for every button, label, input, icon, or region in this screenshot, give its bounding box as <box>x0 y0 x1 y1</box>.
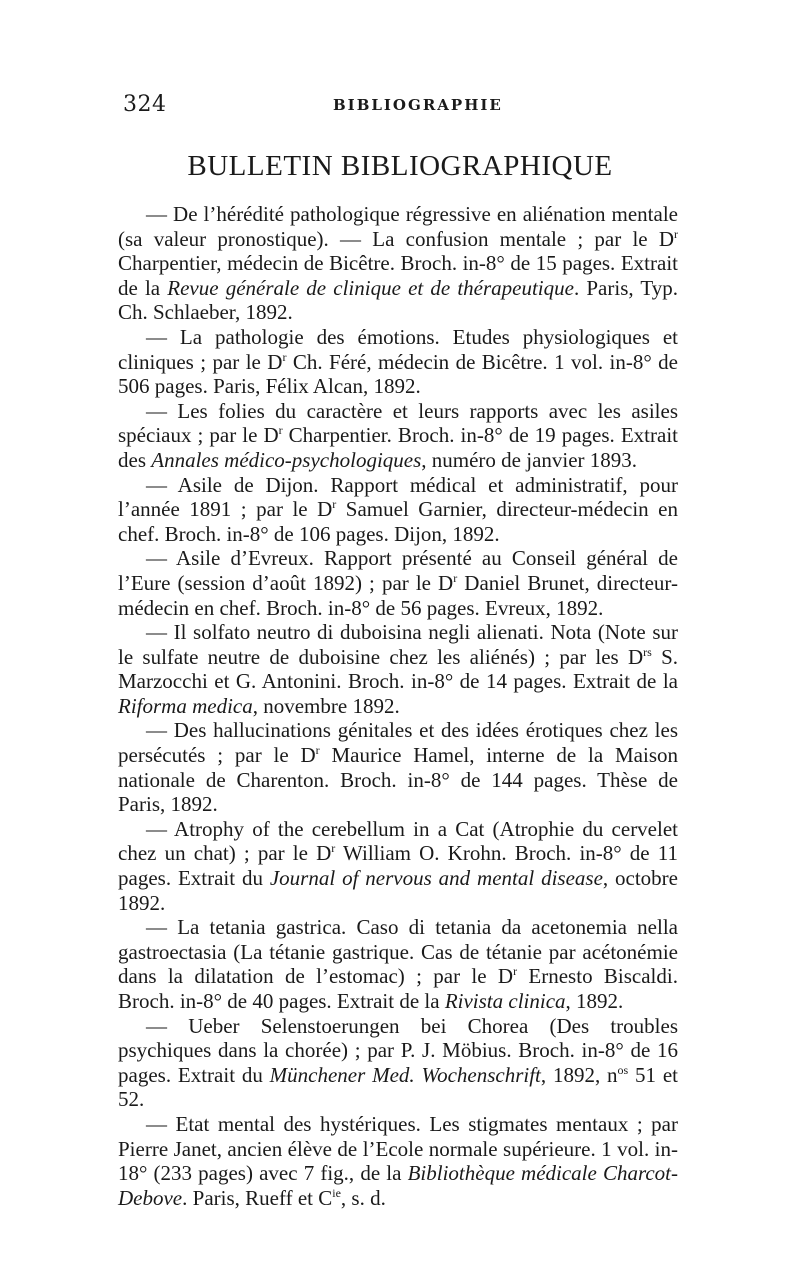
journal-title: Münchener Med. Wochenschrift <box>269 1062 541 1087</box>
journal-title: Riforma medica <box>118 693 253 718</box>
section-title: BULLETIN BIBLIOGRAPHIQUE <box>187 150 613 182</box>
bibliography-entry: — De l’hérédité pathologique régressive en aliénation mentale (sa valeur pronostique). — La confusion mentale ; par le $D^r$ Charpentier, médecin de Bicêtre. Broch. in-8° de 15 pages. Extrait de la Revue générale de clinique et de thérapeutique. Paris, Typ. Ch. Schlaeber, 1892. <box>118 202 678 325</box>
journal-title: Journal of nervous and mental disease <box>269 866 603 891</box>
running-head <box>123 92 683 122</box>
bibliography-entry: — Etat mental des hystériques. Les stigmates mentaux ; par Pierre Janet, ancien élève de l’Ecole normale supérieure. 1 vol. in-18° (233 pages) avec 7 fig., de la Bibliothèque médicale Charcot-Debove. Paris, Rueff et $C^{ie}$, s. d. <box>118 1111 679 1210</box>
bibliography-entry: — Asile d’Evreux. Rapport présenté au Conseil général de l’Eure (session d’août 1892) ; par le $D^r$ Daniel Brunet, directeur-médecin en chef. Broch. in-8° de 56 pages. Evreux, 1892. <box>118 546 678 620</box>
journal-title: Rivista clinica <box>444 989 566 1013</box>
series-title: Bibliothèque médicale Charcot-Debove <box>118 1161 679 1210</box>
bibliography-entry: — Les folies du caractère et leurs rapports avec les asiles spéciaux ; par le $D^r$ Charpentier. Broch. in-8° de 19 pages. Extrait des Annales médico-psychologiques, numéro de janvier 1893. <box>118 398 678 472</box>
bibliography-entry: — La pathologie des émotions. Etudes physiologiques et cliniques ; par le $D^r$ Ch. Féré, médecin de Bicêtre. 1 vol. in-8° de 506 pages. Paris, Félix Alcan, 1892. <box>118 324 678 399</box>
bibliography-entry: — Atrophy of the cerebellum in a Cat (Atrophie du cervelet chez un chat) ; par le $D^r$ William O. Krohn. Broch. in-8° de 11 pages. Extrait du Journal of nervous and mental disease, octobre 1892. <box>118 816 678 915</box>
bibliography-list <box>118 202 678 1210</box>
bibliography-entry: — Des hallucinations génitales et des idées érotiques chez les persécutés ; par le $D^r$ Maurice Hamel, interne de la Maison nationale de Charenton. Broch. in-8° de 144 pages. Thèse de Paris, 1892. <box>118 718 678 817</box>
bibliography-entry: — Asile de Dijon. Rapport médical et administratif, pour l’année 1891 ; par le $D^r$ Samuel Garnier, directeur-médecin en chef. Broch. in-8° de 106 pages. Dijon, 1892. <box>118 472 678 546</box>
journal-title: Revue générale de clinique et de thérapeutique <box>167 275 574 300</box>
bibliography-entry: — Ueber Selenstoerungen bei Chorea (Des troubles psychiques dans la chorée) ; par P. J. Möbius. Broch. in-8° de 16 pages. Extrait du Münchener Med. Wochenschrift, 1892, $n^{os}$ 51 et 52. <box>118 1013 678 1112</box>
running-title: BIBLIOGRAPHIE <box>333 96 503 114</box>
bibliography-entry: — La tetania gastrica. Caso di tetania da acetonemia nella gastroectasia (La tétanie gastrique. Cas de tétanie par acétonémie dans la dilatation de l’estomac) ; par le $D^r$ Ernesto Biscaldi. Broch. in-8° de 40 pages. Extrait de la Rivista clinica, 1892. <box>118 915 678 1013</box>
journal-title: Annales médico-psychologiques <box>151 447 422 472</box>
bibliography-entry: — Il solfato neutro di duboisina negli alienati. Nota (Note sur le sulfate neutre de duboisine chez les aliénés) ; par les $D^{rs}$ S. Marzocchi et G. Antonini. Broch. in-8° de 14 pages. Extrait de la Riforma medica, novembre 1892. <box>118 620 678 718</box>
page-number: 324 <box>123 92 167 117</box>
